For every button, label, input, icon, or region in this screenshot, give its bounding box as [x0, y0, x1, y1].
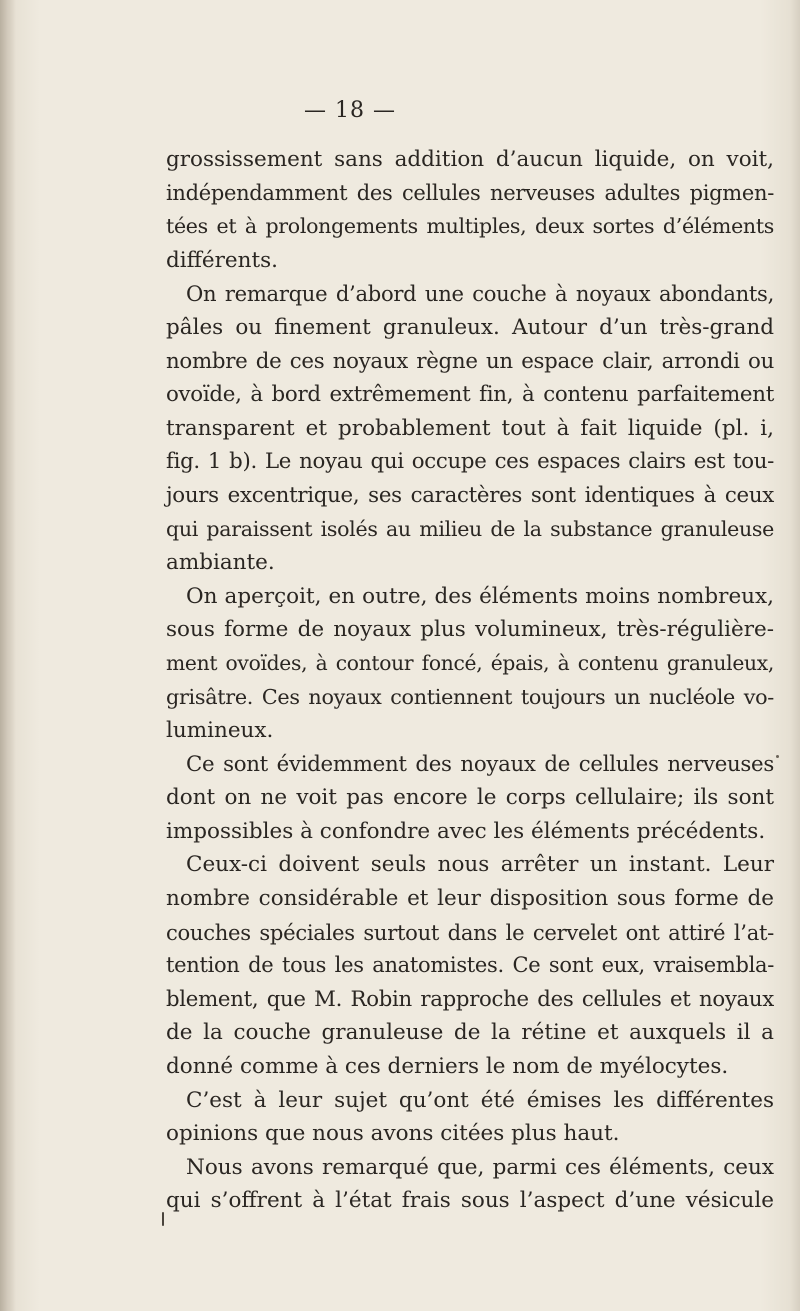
- text-line: grisâtre. Ces noyaux contiennent toujours un nucléole vo-: [166, 684, 774, 709]
- text-line: tées et à prolongements multiples, deux sortes d’éléments: [166, 214, 774, 239]
- text-line: donné comme à ces derniers le nom de myélocytes.: [166, 1054, 729, 1080]
- text-line: qui s’offrent à l’état frais sous l’aspect d’une vésicule: [166, 1188, 774, 1214]
- text-line: nombre de ces noyaux règne un espace clair, arrondi ou: [166, 348, 774, 374]
- text-line: de la couche granuleuse de la rétine et auxquels il a: [166, 1020, 774, 1046]
- text-line: opinions que nous avons citées plus haut.: [166, 1121, 620, 1147]
- text-line: indépendamment des cellules nerveuses adultes pigmen-: [166, 180, 774, 205]
- text-line: lumineux.: [166, 718, 274, 744]
- stray-ink-mark: [162, 1212, 164, 1226]
- text-line: grossissement sans addition d’aucun liquide, on voit,: [166, 147, 774, 172]
- body-text: [166, 143, 774, 1218]
- text-line: différents.: [166, 247, 278, 273]
- text-line: nombre considérable et leur disposition sous forme de: [166, 886, 774, 912]
- text-line: qui paraissent isolés au milieu de la substance granuleuse: [166, 516, 774, 541]
- page-number: — 18 —: [304, 98, 396, 123]
- text-line: tention de tous les anatomistes. Ce sont eux, vraisembla-: [166, 953, 774, 978]
- text-line: impossibles à confondre avec les éléments précédents.: [166, 818, 766, 844]
- text-line: C’est à leur sujet qu’ont été émises les différentes: [186, 1087, 774, 1113]
- text-line: Ce sont évidemment des noyaux de cellules nerveuses: [186, 751, 774, 777]
- text-line: On remarque d’abord une couche à noyaux abondants,: [186, 281, 774, 307]
- text-line: On aperçoit, en outre, des éléments moins nombreux,: [186, 583, 774, 609]
- text-line: fig. 1 b). Le noyau qui occupe ces espaces clairs est tou-: [166, 449, 774, 475]
- text-line: ovoïde, à bord extrêmement fin, à contenu parfaitement: [166, 382, 774, 408]
- text-line: dont on ne voit pas encore le corps cellulaire; ils sont: [166, 785, 774, 811]
- text-line: ment ovoïdes, à contour foncé, épais, à contenu granuleux,: [166, 650, 774, 675]
- text-line: transparent et probablement tout à fait liquide (pl. i,: [166, 415, 774, 441]
- paper-speck: [776, 755, 779, 758]
- text-line: couches spéciales surtout dans le cervelet ont attiré l’at-: [166, 919, 774, 945]
- text-line: Nous avons remarqué que, parmi ces éléments, ceux: [186, 1154, 774, 1180]
- text-line: ambiante.: [166, 550, 275, 576]
- text-line: blement, que M. Robin rapproche des cellules et noyaux: [166, 986, 774, 1012]
- text-line: pâles ou finement granuleux. Autour d’un très-grand: [166, 314, 774, 340]
- text-line: sous forme de noyaux plus volumineux, très-régulière-: [166, 617, 774, 643]
- text-line: Ceux-ci doivent seuls nous arrêter un instant. Leur: [186, 852, 774, 878]
- text-line: jours excentrique, ses caractères sont identiques à ceux: [166, 482, 774, 508]
- binding-shadow: [0, 0, 16, 1311]
